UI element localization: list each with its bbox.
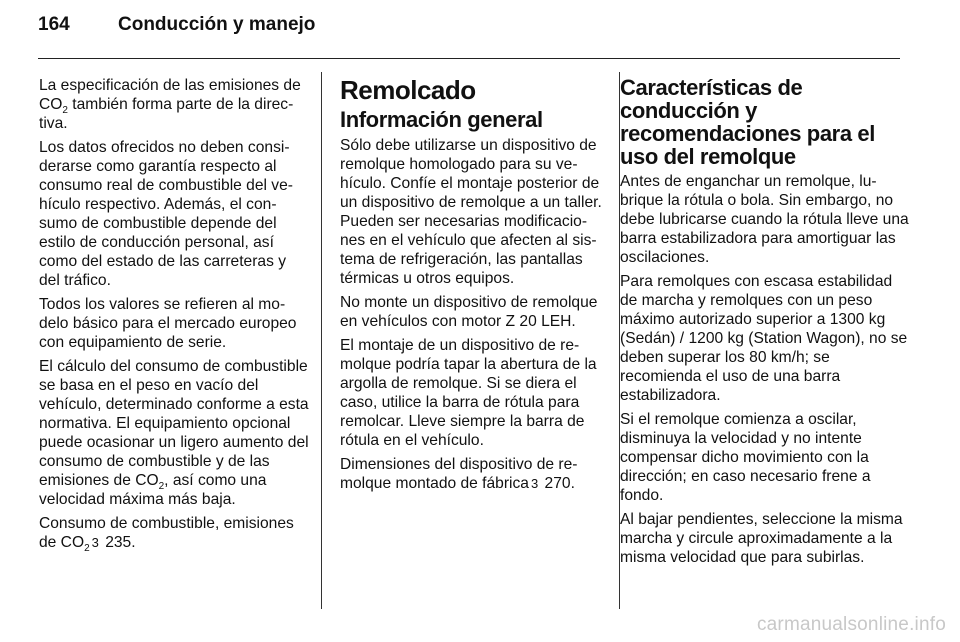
subsection-heading-general-info: Información general bbox=[340, 107, 543, 132]
column-driving-tips bbox=[620, 76, 910, 572]
column-towing bbox=[340, 76, 606, 498]
paragraph-lubricate-ball: Antes de enganchar un remolque, lubrique la rótula o bola. Sin embargo, no debe lubricarse cuando la rótula lleve una barra estabilizadora para amortiguar las oscilaciones. bbox=[620, 173, 909, 266]
page-title: Conducción y manejo bbox=[118, 14, 316, 35]
page-header bbox=[38, 14, 900, 48]
paragraph-dimensions-reference: Dimensiones del dispositivo de remolque montado de fábrica 3 270. bbox=[340, 456, 578, 492]
watermark-text: carmanualsonline.info bbox=[756, 614, 946, 635]
paragraph-speed-limit: Para remolques con escasa estabilidad de marcha y remolques con un peso máximo autorizado superior a 1300 kg (Sedán) / 1200 kg (Station Wagon), no se deben superar los 80 km/h; se recomienda el uso de una barra estabilizadora. bbox=[620, 273, 908, 404]
column-divider-1 bbox=[321, 72, 322, 609]
paragraph-base-model: Todos los valores se refieren al modelo básico para el mercado europeo con equipamiento de serie. bbox=[39, 296, 297, 351]
paragraph-engine-restriction: No monte un dispositivo de remolque en vehículos con motor Z 20 LEH. bbox=[340, 294, 598, 330]
header-divider bbox=[38, 58, 900, 59]
arrow-reference-icon[interactable]: 3 bbox=[530, 476, 539, 491]
arrow-reference-icon[interactable]: 3 bbox=[91, 535, 99, 550]
page-number: 164 bbox=[38, 14, 70, 35]
paragraph-data-disclaimer: Los datos ofrecidos no deben considerarse como garantía respecto al consumo real de combustible del vehículo respectivo. Además, el consumo de combustible depende del estilo de conducción personal, así como del estado de las carreteras y del tráfico. bbox=[39, 139, 293, 289]
page-link-270[interactable]: 270. bbox=[540, 475, 575, 492]
section-heading-towing: Remolcado bbox=[340, 75, 476, 105]
column-emissions bbox=[39, 76, 309, 557]
paragraph-downhill: Al bajar pendientes, seleccione la misma marcha y circule aproximadamente a la misma velocidad que para subirlas. bbox=[620, 511, 903, 566]
paragraph-cross-reference: Consumo de combustible, emisiones de $CO_2$ 3 235. bbox=[39, 515, 294, 555]
paragraph-towing-eye: El montaje de un dispositivo de remolque podría tapar la abertura de la argolla de remolque. Si se diera el caso, utilice la barra de rótula para remolcar. Lleve siempre la barra de rótula en el vehículo. bbox=[340, 337, 597, 449]
page-link-235[interactable]: 235. bbox=[100, 534, 136, 551]
section-heading-driving-characteristics: Características de conducción y recomendaciones para el uso del remolque bbox=[620, 75, 875, 169]
paragraph-emissions-spec: La especificación de las emisiones de $CO_2$ también forma parte de la directiva. bbox=[39, 77, 301, 132]
paragraph-approved-device: Sólo debe utilizarse un dispositivo de remolque homologado para su vehículo. Confíe el montaje posterior de un dispositivo de remolque a un taller. Pueden ser necesarias modificaciones en el vehículo que afecten al sistema de refrigeración, las pantallas térmicas u otros equipos. bbox=[340, 137, 602, 287]
paragraph-consumption-calc: El cálculo del consumo de combustible se basa en el peso en vacío del vehículo, determinado conforme a esta normativa. El equipamiento opcional puede ocasionar un ligero aumento del consumo de combustible y de las emisiones de $CO_2$, así como una velocidad máxima más baja. bbox=[39, 358, 309, 508]
paragraph-oscillation: Si el remolque comienza a oscilar, disminuya la velocidad y no intente compensar dicho movimiento con la dirección; en caso necesario frene a fondo. bbox=[620, 411, 871, 504]
